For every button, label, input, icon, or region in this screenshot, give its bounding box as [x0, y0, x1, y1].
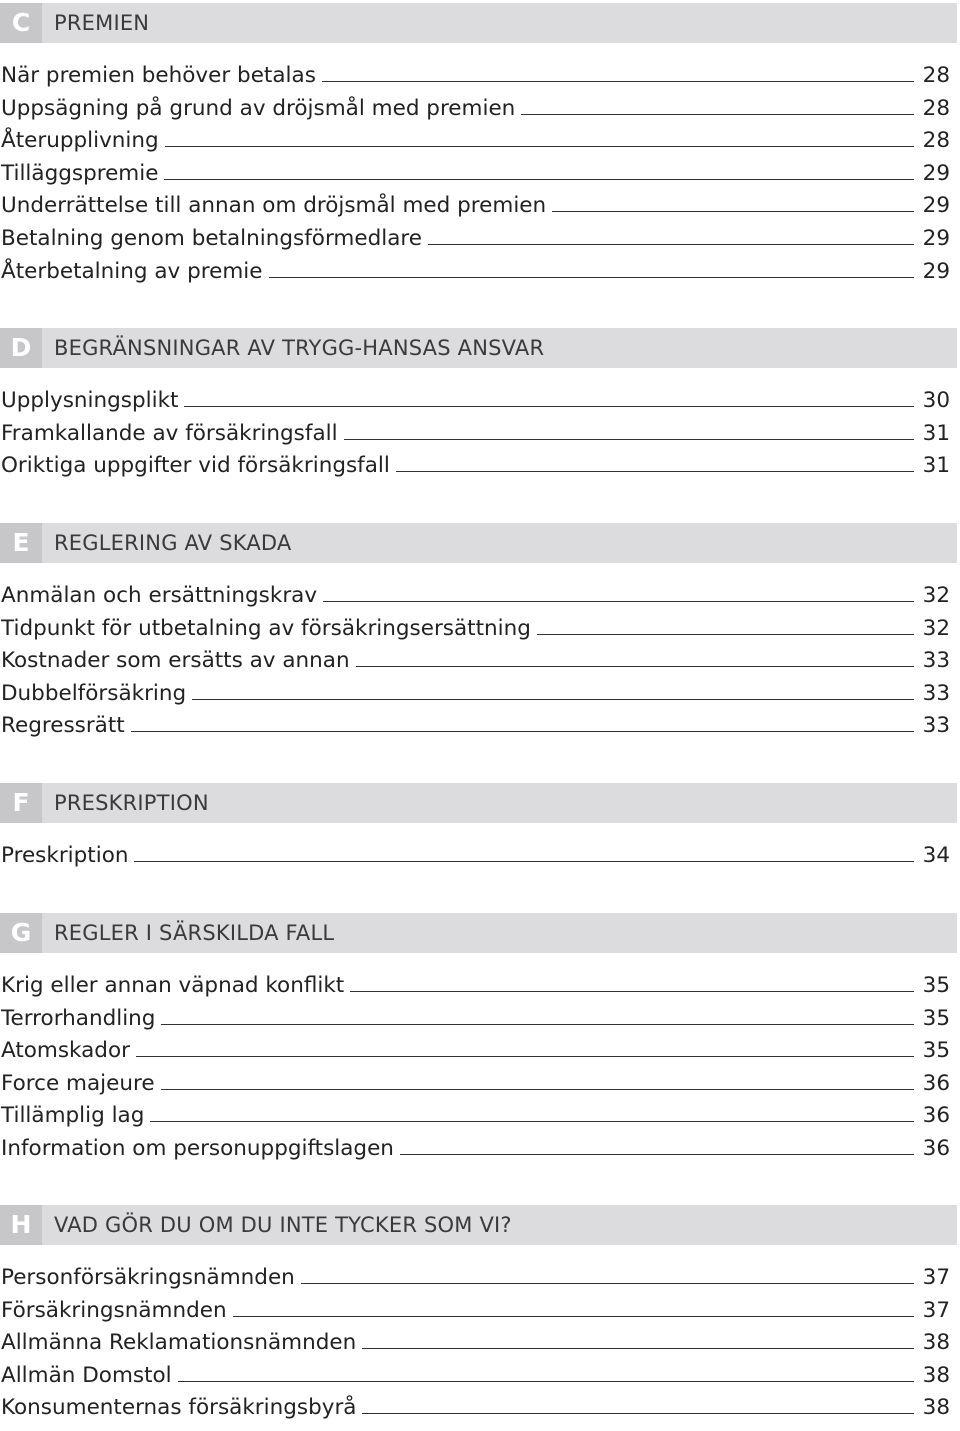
- leader-line: [537, 613, 914, 635]
- toc-entry-page: 35: [922, 973, 950, 998]
- leader-line: [350, 970, 914, 992]
- leader-line: [150, 1100, 914, 1122]
- leader-line: [356, 645, 914, 667]
- toc-entry-page: 33: [922, 713, 950, 739]
- section-letter: F: [0, 783, 42, 823]
- toc-entry[interactable]: [0, 190, 960, 223]
- toc-entry-list: [0, 60, 960, 288]
- toc-entry-page: 32: [922, 583, 950, 608]
- toc-entry[interactable]: [0, 450, 960, 483]
- toc-entry[interactable]: [0, 970, 960, 1003]
- toc-entry-page: 31: [922, 420, 950, 446]
- toc-entry-page: 29: [922, 258, 950, 284]
- section-header: [0, 3, 957, 43]
- toc-entry-page: 29: [922, 225, 950, 251]
- leader-line: [521, 93, 914, 115]
- toc-entry-page: 35: [922, 1005, 950, 1031]
- leader-line: [552, 190, 914, 212]
- section-title: PRESKRIPTION: [54, 791, 209, 815]
- leader-line: [178, 1360, 914, 1382]
- leader-line: [301, 1262, 914, 1284]
- toc-entry-page: 30: [922, 388, 950, 413]
- section-letter: E: [0, 523, 42, 563]
- toc-entry-page: 28: [922, 95, 950, 121]
- section-header: [0, 328, 957, 368]
- leader-line: [165, 125, 914, 147]
- toc-entry[interactable]: [0, 1392, 960, 1425]
- toc-entry-label: Upplysningsplikt: [1, 388, 179, 413]
- leader-line: [134, 840, 914, 862]
- toc-entry[interactable]: [0, 1295, 960, 1328]
- section-title: REGLERING AV SKADA: [54, 531, 292, 555]
- section-title: VAD GÖR DU OM DU INTE TYCKER SOM VI?: [54, 1213, 512, 1237]
- toc-entry-list: [0, 580, 960, 743]
- leader-line: [322, 60, 914, 82]
- toc-entry-label: När premien behöver betalas: [1, 63, 316, 88]
- toc-entry[interactable]: [0, 125, 960, 158]
- toc-entry[interactable]: [0, 840, 960, 873]
- toc-entry-list: [0, 385, 960, 483]
- toc-entry-page: 37: [922, 1265, 950, 1290]
- toc-entry-label: Preskription: [1, 843, 129, 868]
- toc-entry-page: 33: [922, 648, 950, 674]
- toc-entry-page: 28: [922, 128, 950, 154]
- toc-entry-page: 29: [922, 160, 950, 186]
- leader-line: [269, 256, 915, 278]
- toc-entry[interactable]: [0, 1003, 960, 1036]
- toc-entry-label: Tidpunkt för utbetalning av försäkringsersättning: [1, 615, 531, 641]
- toc-entry-label: Försäkringsnämnden: [1, 1297, 227, 1323]
- toc-entry-label: Återbetalning av premie: [1, 258, 263, 284]
- toc-entry-label: Återupplivning: [1, 128, 159, 154]
- toc-entry[interactable]: [0, 1035, 960, 1068]
- toc-entry-label: Oriktiga uppgifter vid försäkringsfall: [1, 453, 390, 479]
- toc-entry[interactable]: [0, 418, 960, 451]
- section-header: [0, 913, 957, 953]
- leader-line: [396, 450, 914, 472]
- leader-line: [161, 1068, 914, 1090]
- toc-entry[interactable]: [0, 1327, 960, 1360]
- toc-entry[interactable]: [0, 1133, 960, 1166]
- toc-entry-label: Dubbelförsäkring: [1, 680, 187, 706]
- leader-line: [131, 710, 914, 732]
- toc-entry-label: Framkallande av försäkringsfall: [1, 420, 338, 446]
- toc-entry[interactable]: [0, 1100, 960, 1133]
- toc-entry-label: Konsumenternas försäkringsbyrå: [1, 1395, 357, 1421]
- toc-entry[interactable]: [0, 645, 960, 678]
- leader-line: [362, 1392, 914, 1414]
- toc-entry-label: Atomskador: [1, 1038, 130, 1064]
- toc-entry-page: 35: [922, 1038, 950, 1064]
- toc-entry-label: Force majeure: [1, 1070, 155, 1096]
- toc-entry-page: 36: [922, 1135, 950, 1161]
- toc-entry[interactable]: [0, 385, 960, 418]
- section-letter: C: [0, 3, 42, 43]
- toc-entry[interactable]: [0, 60, 960, 93]
- leader-line: [184, 385, 914, 407]
- toc-entry-label: Kostnader som ersätts av annan: [1, 648, 350, 674]
- toc-entry[interactable]: [0, 158, 960, 191]
- section-header: [0, 1205, 957, 1245]
- toc-entry-page: 37: [922, 1297, 950, 1323]
- toc-entry[interactable]: [0, 1360, 960, 1393]
- toc-entry[interactable]: [0, 613, 960, 646]
- leader-line: [161, 1003, 914, 1025]
- toc-entry[interactable]: [0, 678, 960, 711]
- toc-entry-label: Terrorhandling: [1, 1005, 156, 1031]
- leader-line: [233, 1295, 914, 1317]
- toc-entry-page: 33: [922, 680, 950, 706]
- toc-entry-label: Uppsägning på grund av dröjsmål med premien: [1, 95, 516, 121]
- toc-entry-page: 38: [922, 1395, 950, 1421]
- toc-entry-label: Regressrätt: [1, 713, 125, 739]
- toc-entry-label: Underrättelse till annan om dröjsmål med premien: [1, 193, 547, 219]
- section-header: [0, 783, 957, 823]
- section-letter: G: [0, 913, 42, 953]
- section-header: [0, 523, 957, 563]
- toc-entry-list: [0, 970, 960, 1166]
- leader-line: [344, 418, 914, 440]
- section-title: BEGRÄNSNINGAR AV TRYGG-HANSAS ANSVAR: [54, 336, 545, 360]
- section-title: REGLER I SÄRSKILDA FALL: [54, 921, 335, 945]
- toc-entry-label: Anmälan och ersättningskrav: [1, 583, 318, 608]
- leader-line: [428, 223, 914, 245]
- toc-entry-label: Allmänna Reklamationsnämnden: [1, 1330, 357, 1356]
- leader-line: [323, 580, 914, 602]
- toc-entry-label: Krig eller annan väpnad konflikt: [1, 973, 345, 998]
- leader-line: [192, 678, 914, 700]
- toc-entry-page: 28: [922, 63, 950, 88]
- toc-entry[interactable]: [0, 580, 960, 613]
- leader-line: [136, 1035, 914, 1057]
- section-letter: D: [0, 328, 42, 368]
- toc-entry[interactable]: [0, 710, 960, 743]
- toc-entry-label: Betalning genom betalningsförmedlare: [1, 225, 422, 251]
- section-title: PREMIEN: [54, 11, 150, 35]
- toc-entry-label: Tilläggspremie: [1, 160, 159, 186]
- toc-entry-page: 38: [922, 1362, 950, 1388]
- toc-entry[interactable]: [0, 223, 960, 256]
- toc-entry-page: 36: [922, 1103, 950, 1129]
- leader-line: [400, 1133, 914, 1155]
- toc-entry-page: 32: [922, 615, 950, 641]
- toc-entry-list: [0, 1262, 960, 1425]
- toc-entry[interactable]: [0, 1262, 960, 1295]
- leader-line: [164, 158, 914, 180]
- toc-entry-page: 29: [922, 193, 950, 219]
- toc-entry-label: Allmän Domstol: [1, 1362, 172, 1388]
- toc-entry[interactable]: [0, 93, 960, 126]
- toc-entry[interactable]: [0, 256, 960, 289]
- leader-line: [362, 1327, 914, 1349]
- toc-entry-page: 36: [922, 1070, 950, 1096]
- toc-entry-page: 31: [922, 453, 950, 479]
- toc-entry-page: 34: [922, 843, 950, 868]
- toc-entry-label: Personförsäkringsnämnden: [1, 1265, 295, 1290]
- toc-entry-list: [0, 840, 960, 873]
- toc-entry-label: Tillämplig lag: [1, 1103, 145, 1129]
- toc-entry-label: Information om personuppgiftslagen: [1, 1135, 394, 1161]
- toc-entry[interactable]: [0, 1068, 960, 1101]
- toc-entry-page: 38: [922, 1330, 950, 1356]
- section-letter: H: [0, 1205, 42, 1245]
